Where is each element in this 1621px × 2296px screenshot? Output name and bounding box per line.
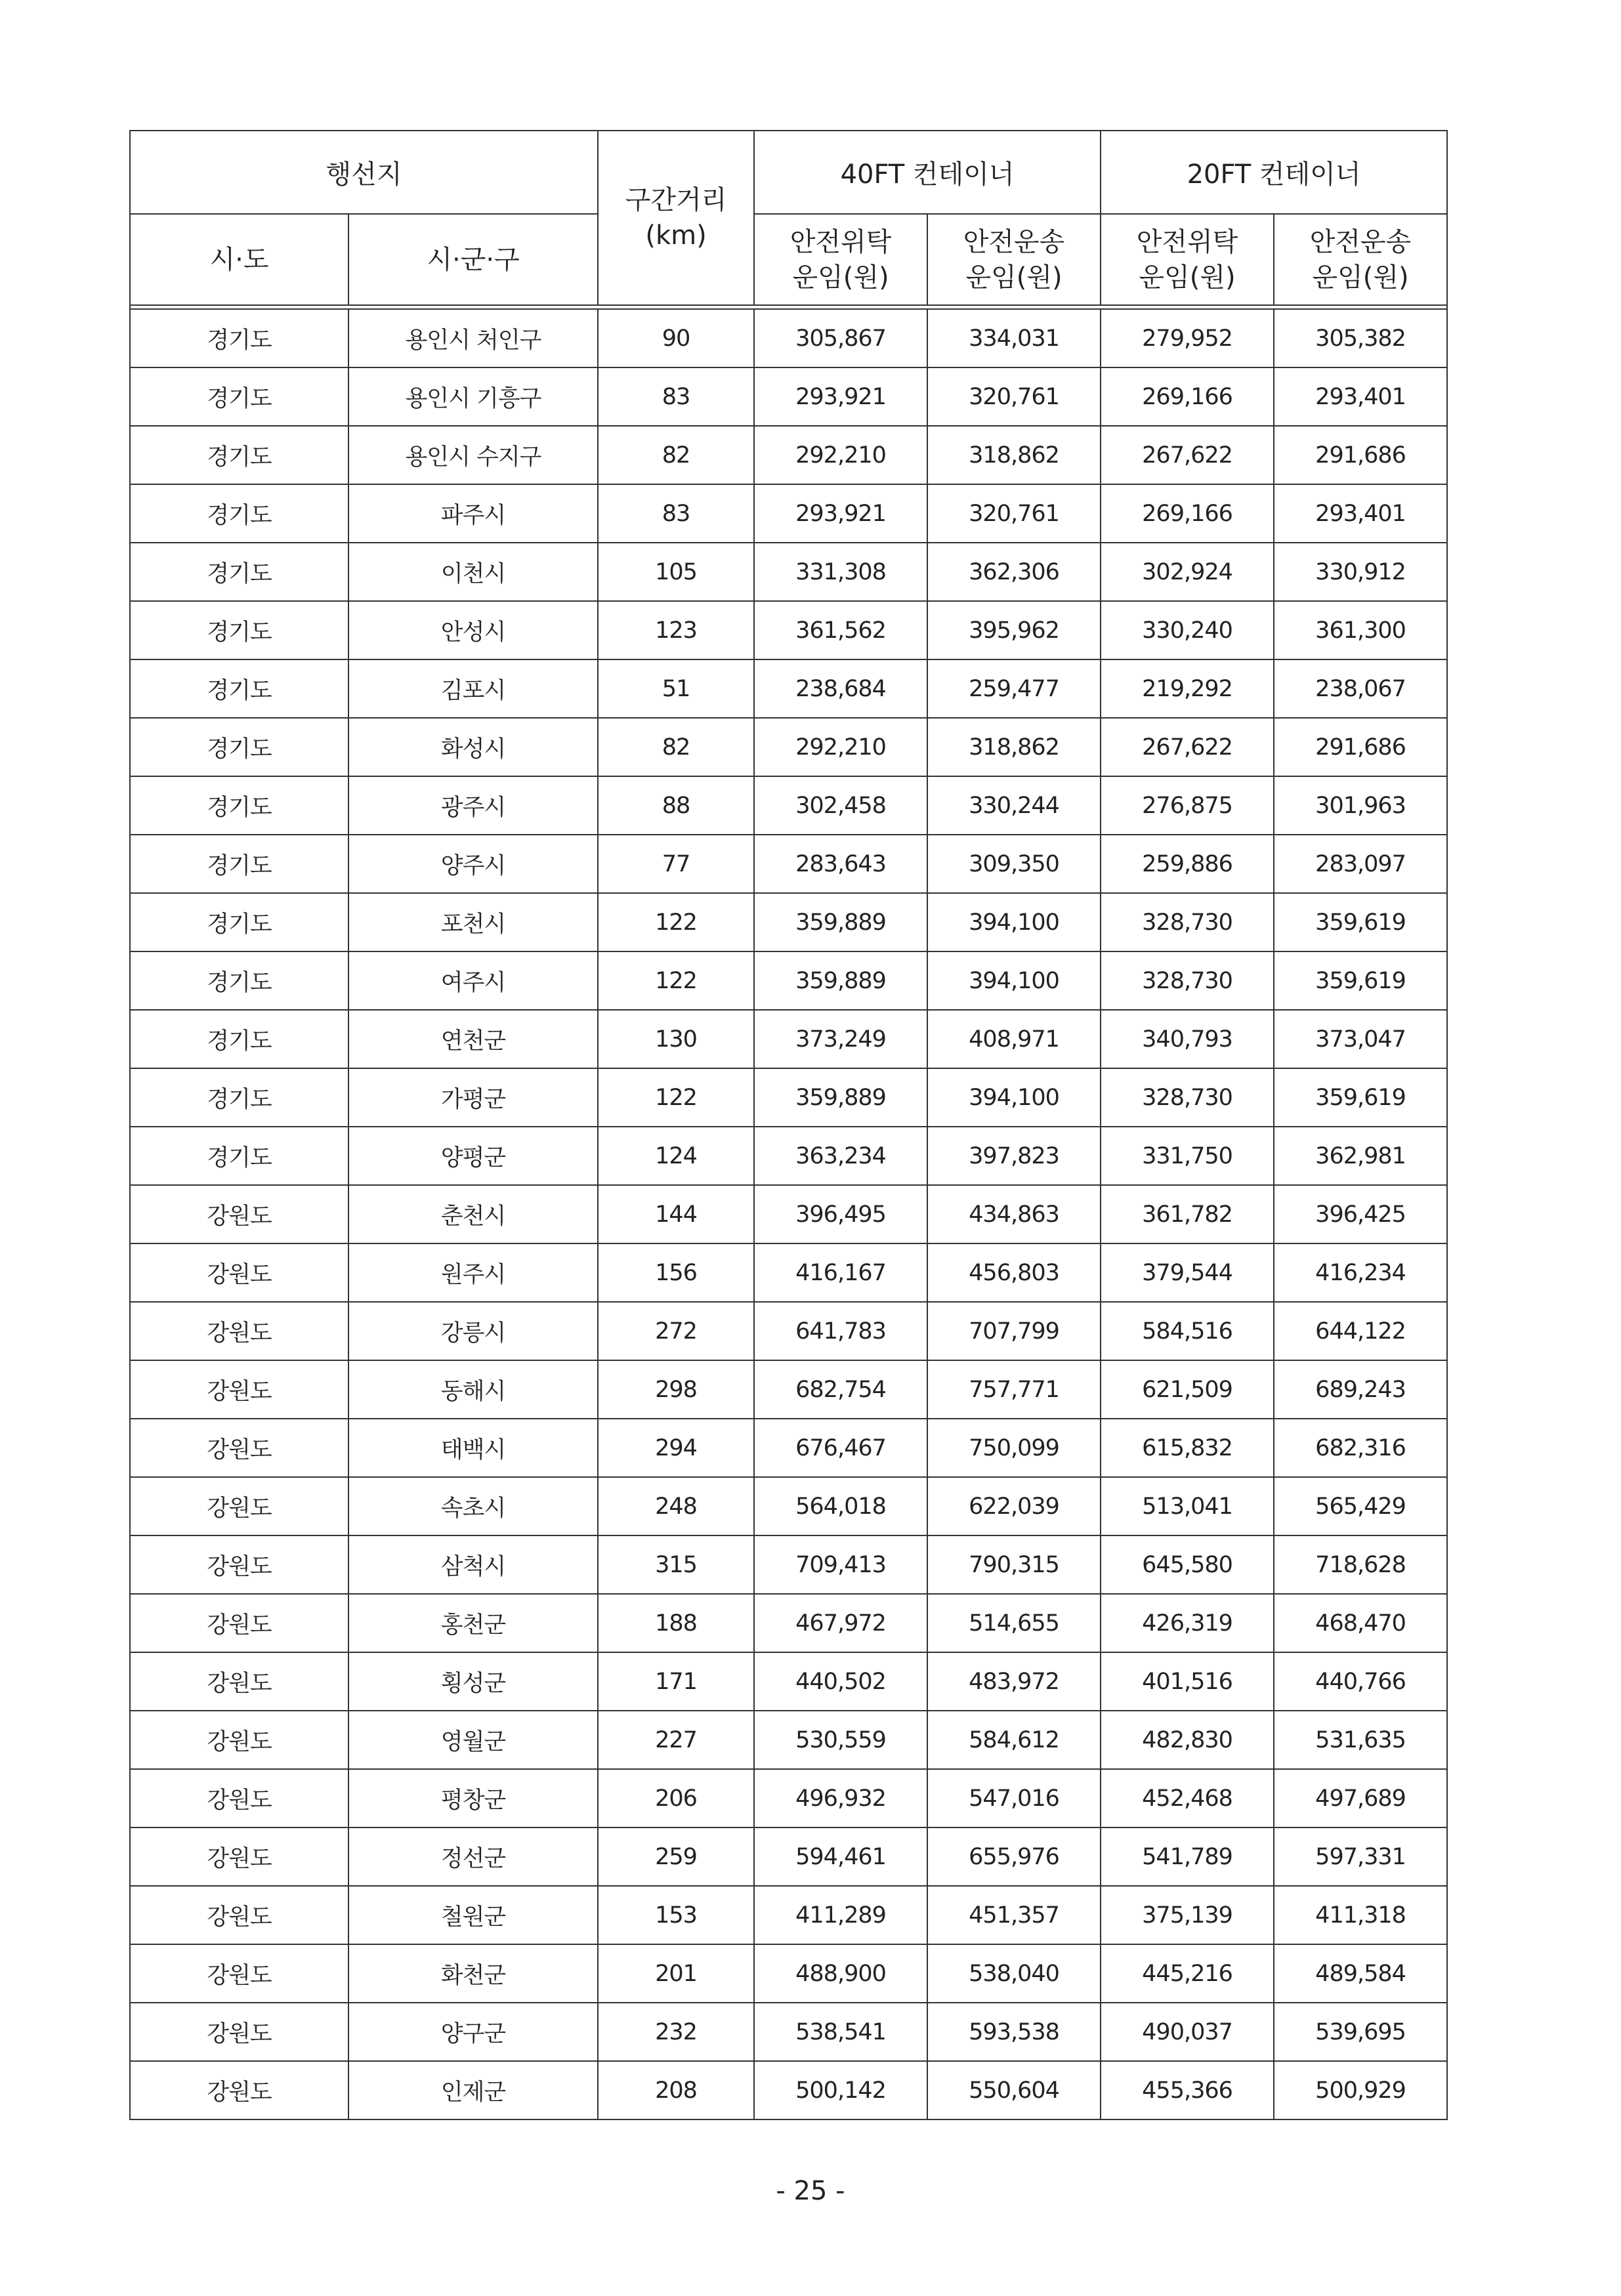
province-cell: 경기도 [130, 426, 348, 484]
rate-40ft-transport-cell: 757,771 [927, 1360, 1101, 1419]
rate-40ft-transport-cell: 707,799 [927, 1302, 1101, 1360]
city-cell: 인제군 [348, 2061, 598, 2119]
rate-20ft-consign-cell: 302,924 [1101, 543, 1274, 601]
rate-40ft-transport-cell: 334,031 [927, 309, 1101, 367]
table-row [130, 1068, 1447, 1127]
rate-20ft-transport-cell: 411,318 [1274, 1886, 1447, 1944]
header-label: 안전운송 [963, 226, 1065, 257]
city-cell: 영월군 [348, 1711, 598, 1769]
distance-cell: 105 [598, 543, 754, 601]
rate-40ft-transport-cell: 456,803 [927, 1243, 1101, 1302]
distance-cell: 82 [598, 426, 754, 484]
rate-20ft-transport-cell: 362,981 [1274, 1127, 1447, 1185]
distance-cell: 206 [598, 1769, 754, 1827]
province-cell: 강원도 [130, 1652, 348, 1711]
distance-cell: 153 [598, 1886, 754, 1944]
rate-20ft-transport-cell: 682,316 [1274, 1419, 1447, 1477]
distance-cell: 122 [598, 951, 754, 1010]
rate-40ft-transport-cell: 790,315 [927, 1535, 1101, 1594]
city-cell: 파주시 [348, 484, 598, 543]
city-cell: 화천군 [348, 1944, 598, 2003]
rate-20ft-consign-cell: 361,782 [1101, 1185, 1274, 1243]
rate-20ft-transport-cell: 373,047 [1274, 1010, 1447, 1068]
table-row [130, 718, 1447, 776]
header-20ft-consign-rate [1101, 214, 1274, 305]
rate-20ft-consign-cell: 490,037 [1101, 2003, 1274, 2061]
freight-rate-table [129, 130, 1448, 2120]
city-cell: 용인시 기흥구 [348, 367, 598, 426]
distance-cell: 294 [598, 1419, 754, 1477]
city-cell: 양평군 [348, 1127, 598, 1185]
city-cell: 정선군 [348, 1827, 598, 1886]
distance-cell: 83 [598, 484, 754, 543]
rate-40ft-transport-cell: 408,971 [927, 1010, 1101, 1068]
table-row [130, 1886, 1447, 1944]
province-cell: 강원도 [130, 1243, 348, 1302]
table-row [130, 1010, 1447, 1068]
table-row [130, 426, 1447, 484]
province-cell: 강원도 [130, 1944, 348, 2003]
province-cell: 경기도 [130, 309, 348, 367]
rate-40ft-transport-cell: 483,972 [927, 1652, 1101, 1711]
rate-40ft-consign-cell: 682,754 [754, 1360, 927, 1419]
rate-20ft-transport-cell: 301,963 [1274, 776, 1447, 835]
rate-20ft-transport-cell: 291,686 [1274, 718, 1447, 776]
rate-20ft-transport-cell: 565,429 [1274, 1477, 1447, 1535]
city-cell: 평창군 [348, 1769, 598, 1827]
city-cell: 안성시 [348, 601, 598, 659]
rate-40ft-consign-cell: 440,502 [754, 1652, 927, 1711]
province-cell: 경기도 [130, 543, 348, 601]
rate-40ft-consign-cell: 305,867 [754, 309, 927, 367]
rate-20ft-consign-cell: 330,240 [1101, 601, 1274, 659]
city-cell: 양구군 [348, 2003, 598, 2061]
province-cell: 강원도 [130, 1419, 348, 1477]
rate-20ft-consign-cell: 328,730 [1101, 951, 1274, 1010]
province-cell: 강원도 [130, 1827, 348, 1886]
distance-cell: 232 [598, 2003, 754, 2061]
province-cell: 경기도 [130, 835, 348, 893]
rate-40ft-transport-cell: 362,306 [927, 543, 1101, 601]
rate-20ft-consign-cell: 541,789 [1101, 1827, 1274, 1886]
header-city: 시·군·구 [348, 214, 598, 305]
rate-20ft-transport-cell: 531,635 [1274, 1711, 1447, 1769]
rate-40ft-transport-cell: 451,357 [927, 1886, 1101, 1944]
table-row [130, 1127, 1447, 1185]
rate-40ft-transport-cell: 318,862 [927, 718, 1101, 776]
rate-40ft-transport-cell: 547,016 [927, 1769, 1101, 1827]
header-label: 안전위탁 [1136, 226, 1238, 257]
rate-20ft-transport-cell: 361,300 [1274, 601, 1447, 659]
province-cell: 경기도 [130, 893, 348, 951]
rate-20ft-consign-cell: 269,166 [1101, 367, 1274, 426]
province-cell: 강원도 [130, 1360, 348, 1419]
rate-40ft-consign-cell: 363,234 [754, 1127, 927, 1185]
rate-20ft-consign-cell: 401,516 [1101, 1652, 1274, 1711]
province-cell: 경기도 [130, 601, 348, 659]
rate-40ft-consign-cell: 293,921 [754, 367, 927, 426]
distance-cell: 171 [598, 1652, 754, 1711]
table-body [130, 309, 1447, 2119]
rate-40ft-transport-cell: 394,100 [927, 951, 1101, 1010]
rate-20ft-transport-cell: 293,401 [1274, 484, 1447, 543]
rate-20ft-transport-cell: 359,619 [1274, 951, 1447, 1010]
rate-20ft-consign-cell: 513,041 [1101, 1477, 1274, 1535]
header-20ft-container: 20FT 컨테이너 [1101, 131, 1447, 214]
city-cell: 연천군 [348, 1010, 598, 1068]
table-row [130, 1711, 1447, 1769]
rate-40ft-consign-cell: 467,972 [754, 1594, 927, 1652]
table-row [130, 1944, 1447, 2003]
city-cell: 태백시 [348, 1419, 598, 1477]
rate-20ft-transport-cell: 238,067 [1274, 659, 1447, 718]
table-row [130, 893, 1447, 951]
rate-20ft-transport-cell: 293,401 [1274, 367, 1447, 426]
distance-cell: 122 [598, 1068, 754, 1127]
rate-20ft-transport-cell: 283,097 [1274, 835, 1447, 893]
rate-40ft-consign-cell: 373,249 [754, 1010, 927, 1068]
distance-cell: 315 [598, 1535, 754, 1594]
rate-20ft-transport-cell: 359,619 [1274, 893, 1447, 951]
header-40ft-container: 40FT 컨테이너 [754, 131, 1101, 214]
distance-cell: 248 [598, 1477, 754, 1535]
distance-cell: 130 [598, 1010, 754, 1068]
distance-cell: 90 [598, 309, 754, 367]
header-label: 안전운송 [1309, 226, 1412, 257]
province-cell: 경기도 [130, 776, 348, 835]
province-cell: 경기도 [130, 367, 348, 426]
rate-40ft-consign-cell: 416,167 [754, 1243, 927, 1302]
rate-40ft-transport-cell: 593,538 [927, 2003, 1101, 2061]
header-distance-unit: (km) [645, 220, 707, 251]
header-unit: 운임(원) [965, 262, 1063, 293]
rate-40ft-transport-cell: 550,604 [927, 2061, 1101, 2119]
province-cell: 경기도 [130, 1127, 348, 1185]
rate-20ft-consign-cell: 267,622 [1101, 718, 1274, 776]
rate-40ft-transport-cell: 309,350 [927, 835, 1101, 893]
rate-20ft-transport-cell: 305,382 [1274, 309, 1447, 367]
rate-20ft-transport-cell: 644,122 [1274, 1302, 1447, 1360]
rate-40ft-transport-cell: 434,863 [927, 1185, 1101, 1243]
distance-cell: 201 [598, 1944, 754, 2003]
province-cell: 경기도 [130, 484, 348, 543]
distance-cell: 82 [598, 718, 754, 776]
rate-40ft-consign-cell: 676,467 [754, 1419, 927, 1477]
rate-20ft-transport-cell: 489,584 [1274, 1944, 1447, 2003]
province-cell: 강원도 [130, 2061, 348, 2119]
rate-20ft-consign-cell: 267,622 [1101, 426, 1274, 484]
city-cell: 철원군 [348, 1886, 598, 1944]
rate-20ft-consign-cell: 584,516 [1101, 1302, 1274, 1360]
rate-20ft-transport-cell: 718,628 [1274, 1535, 1447, 1594]
rate-20ft-transport-cell: 689,243 [1274, 1360, 1447, 1419]
page-number: - 25 - [776, 2176, 845, 2206]
distance-cell: 88 [598, 776, 754, 835]
city-cell: 용인시 처인구 [348, 309, 598, 367]
header-40ft-consign-rate [754, 214, 927, 305]
table-row [130, 543, 1447, 601]
rate-40ft-transport-cell: 320,761 [927, 367, 1101, 426]
rate-40ft-consign-cell: 594,461 [754, 1827, 927, 1886]
table-row [130, 309, 1447, 367]
province-cell: 강원도 [130, 1594, 348, 1652]
rate-40ft-transport-cell: 584,612 [927, 1711, 1101, 1769]
distance-cell: 259 [598, 1827, 754, 1886]
rate-40ft-consign-cell: 530,559 [754, 1711, 927, 1769]
city-cell: 화성시 [348, 718, 598, 776]
rate-40ft-consign-cell: 359,889 [754, 951, 927, 1010]
city-cell: 포천시 [348, 893, 598, 951]
rate-40ft-consign-cell: 411,289 [754, 1886, 927, 1944]
province-cell: 강원도 [130, 1769, 348, 1827]
table-row [130, 367, 1447, 426]
table-row [130, 484, 1447, 543]
rate-40ft-consign-cell: 564,018 [754, 1477, 927, 1535]
rate-40ft-consign-cell: 488,900 [754, 1944, 927, 2003]
city-cell: 여주시 [348, 951, 598, 1010]
city-cell: 김포시 [348, 659, 598, 718]
rate-40ft-consign-cell: 641,783 [754, 1302, 927, 1360]
rate-40ft-consign-cell: 293,921 [754, 484, 927, 543]
rate-40ft-consign-cell: 361,562 [754, 601, 927, 659]
distance-cell: 156 [598, 1243, 754, 1302]
header-unit: 운임(원) [1139, 262, 1236, 293]
table-row [130, 659, 1447, 718]
rate-20ft-transport-cell: 440,766 [1274, 1652, 1447, 1711]
rate-20ft-transport-cell: 291,686 [1274, 426, 1447, 484]
distance-cell: 122 [598, 893, 754, 951]
distance-cell: 83 [598, 367, 754, 426]
province-cell: 강원도 [130, 2003, 348, 2061]
table-row [130, 1827, 1447, 1886]
table-row [130, 1769, 1447, 1827]
province-cell: 경기도 [130, 951, 348, 1010]
distance-cell: 144 [598, 1185, 754, 1243]
distance-cell: 123 [598, 601, 754, 659]
rate-20ft-transport-cell: 468,470 [1274, 1594, 1447, 1652]
city-cell: 광주시 [348, 776, 598, 835]
header-distance [598, 131, 754, 305]
province-cell: 경기도 [130, 1068, 348, 1127]
rate-20ft-transport-cell: 597,331 [1274, 1827, 1447, 1886]
rate-20ft-consign-cell: 452,468 [1101, 1769, 1274, 1827]
rate-40ft-consign-cell: 292,210 [754, 718, 927, 776]
rate-20ft-consign-cell: 379,544 [1101, 1243, 1274, 1302]
table-row [130, 776, 1447, 835]
header-destination: 행선지 [130, 131, 598, 214]
rate-20ft-consign-cell: 269,166 [1101, 484, 1274, 543]
rate-40ft-transport-cell: 395,962 [927, 601, 1101, 659]
rate-40ft-consign-cell: 359,889 [754, 893, 927, 951]
city-cell: 강릉시 [348, 1302, 598, 1360]
table-row [130, 1419, 1447, 1477]
rate-20ft-consign-cell: 328,730 [1101, 893, 1274, 951]
table-row [130, 2061, 1447, 2119]
province-cell: 강원도 [130, 1477, 348, 1535]
rate-20ft-consign-cell: 621,509 [1101, 1360, 1274, 1419]
rate-20ft-consign-cell: 259,886 [1101, 835, 1274, 893]
rate-40ft-transport-cell: 394,100 [927, 1068, 1101, 1127]
province-cell: 강원도 [130, 1886, 348, 1944]
header-unit: 운임(원) [792, 262, 889, 293]
rate-40ft-consign-cell: 500,142 [754, 2061, 927, 2119]
rate-20ft-consign-cell: 645,580 [1101, 1535, 1274, 1594]
rate-20ft-transport-cell: 359,619 [1274, 1068, 1447, 1127]
rate-20ft-transport-cell: 396,425 [1274, 1185, 1447, 1243]
rate-40ft-consign-cell: 238,684 [754, 659, 927, 718]
table-row [130, 1243, 1447, 1302]
rate-40ft-transport-cell: 320,761 [927, 484, 1101, 543]
distance-cell: 298 [598, 1360, 754, 1419]
rate-20ft-consign-cell: 219,292 [1101, 659, 1274, 718]
province-cell: 강원도 [130, 1711, 348, 1769]
rate-20ft-consign-cell: 375,139 [1101, 1886, 1274, 1944]
header-40ft-transport-rate [927, 214, 1101, 305]
table-row [130, 835, 1447, 893]
rate-20ft-consign-cell: 276,875 [1101, 776, 1274, 835]
city-cell: 이천시 [348, 543, 598, 601]
table-row [130, 601, 1447, 659]
table-row [130, 1360, 1447, 1419]
province-cell: 강원도 [130, 1535, 348, 1594]
rate-20ft-consign-cell: 331,750 [1101, 1127, 1274, 1185]
city-cell: 속초시 [348, 1477, 598, 1535]
table-row [130, 1185, 1447, 1243]
city-cell: 횡성군 [348, 1652, 598, 1711]
province-cell: 경기도 [130, 718, 348, 776]
rate-20ft-consign-cell: 340,793 [1101, 1010, 1274, 1068]
distance-cell: 227 [598, 1711, 754, 1769]
province-cell: 강원도 [130, 1185, 348, 1243]
rate-20ft-consign-cell: 328,730 [1101, 1068, 1274, 1127]
rate-40ft-transport-cell: 655,976 [927, 1827, 1101, 1886]
table-row [130, 1535, 1447, 1594]
distance-cell: 208 [598, 2061, 754, 2119]
table-row [130, 1477, 1447, 1535]
rate-40ft-transport-cell: 259,477 [927, 659, 1101, 718]
rate-40ft-transport-cell: 397,823 [927, 1127, 1101, 1185]
city-cell: 춘천시 [348, 1185, 598, 1243]
rate-20ft-transport-cell: 497,689 [1274, 1769, 1447, 1827]
header-province: 시·도 [130, 214, 348, 305]
rate-40ft-consign-cell: 396,495 [754, 1185, 927, 1243]
city-cell: 삼척시 [348, 1535, 598, 1594]
rate-40ft-consign-cell: 302,458 [754, 776, 927, 835]
header-20ft-transport-rate [1274, 214, 1447, 305]
city-cell: 용인시 수지구 [348, 426, 598, 484]
rate-40ft-transport-cell: 330,244 [927, 776, 1101, 835]
rate-20ft-transport-cell: 539,695 [1274, 2003, 1447, 2061]
distance-cell: 188 [598, 1594, 754, 1652]
rate-40ft-consign-cell: 538,541 [754, 2003, 927, 2061]
table-row [130, 1302, 1447, 1360]
city-cell: 원주시 [348, 1243, 598, 1302]
city-cell: 가평군 [348, 1068, 598, 1127]
city-cell: 양주시 [348, 835, 598, 893]
rate-40ft-consign-cell: 292,210 [754, 426, 927, 484]
rate-40ft-consign-cell: 496,932 [754, 1769, 927, 1827]
rate-40ft-transport-cell: 394,100 [927, 893, 1101, 951]
rate-20ft-consign-cell: 279,952 [1101, 309, 1274, 367]
table-row [130, 1594, 1447, 1652]
rate-20ft-consign-cell: 426,319 [1101, 1594, 1274, 1652]
distance-cell: 272 [598, 1302, 754, 1360]
province-cell: 강원도 [130, 1302, 348, 1360]
rate-40ft-consign-cell: 331,308 [754, 543, 927, 601]
rate-40ft-transport-cell: 538,040 [927, 1944, 1101, 2003]
rate-20ft-transport-cell: 500,929 [1274, 2061, 1447, 2119]
distance-cell: 77 [598, 835, 754, 893]
header-distance-label: 구간거리 [625, 185, 727, 215]
rate-40ft-consign-cell: 359,889 [754, 1068, 927, 1127]
province-cell: 경기도 [130, 1010, 348, 1068]
table-row [130, 1652, 1447, 1711]
rate-20ft-consign-cell: 455,366 [1101, 2061, 1274, 2119]
city-cell: 동해시 [348, 1360, 598, 1419]
rate-40ft-consign-cell: 709,413 [754, 1535, 927, 1594]
city-cell: 홍천군 [348, 1594, 598, 1652]
province-cell: 경기도 [130, 659, 348, 718]
table-row [130, 2003, 1447, 2061]
header-label: 안전위탁 [789, 226, 892, 257]
rate-40ft-transport-cell: 318,862 [927, 426, 1101, 484]
rate-20ft-consign-cell: 615,832 [1101, 1419, 1274, 1477]
rate-40ft-transport-cell: 622,039 [927, 1477, 1101, 1535]
rate-40ft-transport-cell: 514,655 [927, 1594, 1101, 1652]
rate-40ft-consign-cell: 283,643 [754, 835, 927, 893]
rate-20ft-transport-cell: 330,912 [1274, 543, 1447, 601]
distance-cell: 51 [598, 659, 754, 718]
rate-20ft-consign-cell: 445,216 [1101, 1944, 1274, 2003]
header-unit: 운임(원) [1312, 262, 1409, 293]
rate-20ft-consign-cell: 482,830 [1101, 1711, 1274, 1769]
table-row [130, 951, 1447, 1010]
rate-20ft-transport-cell: 416,234 [1274, 1243, 1447, 1302]
distance-cell: 124 [598, 1127, 754, 1185]
rate-40ft-transport-cell: 750,099 [927, 1419, 1101, 1477]
